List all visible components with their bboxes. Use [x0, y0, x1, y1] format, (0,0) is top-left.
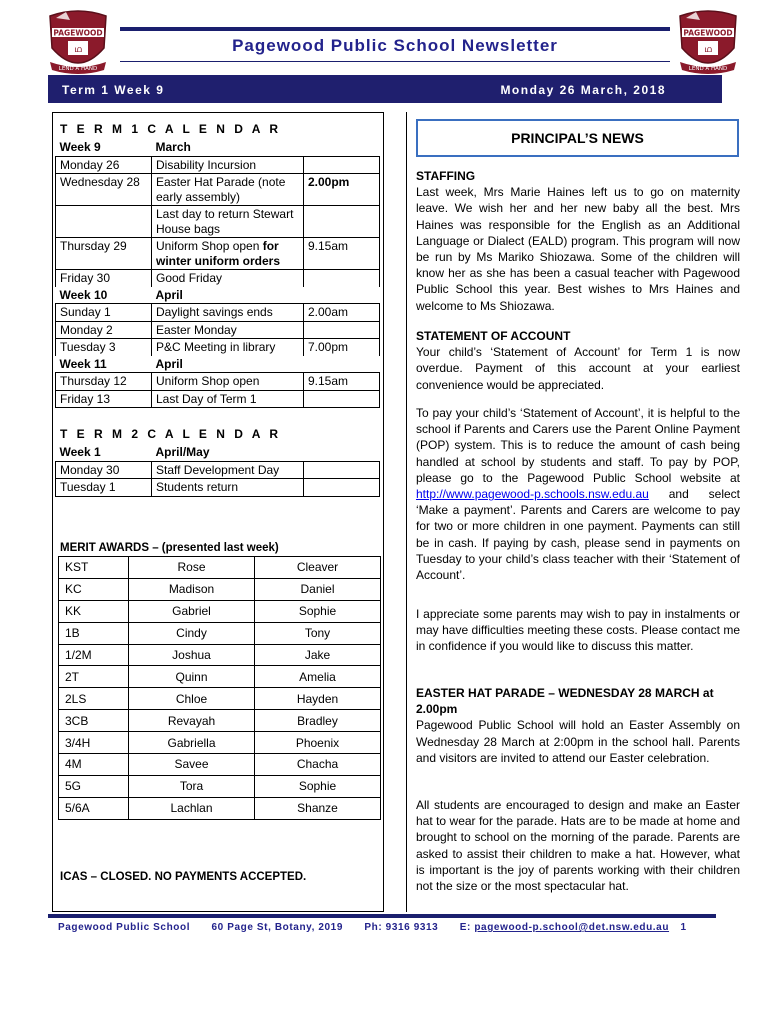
school-crest-logo-left [44, 8, 112, 76]
newsletter-title: Pagewood Public School Newsletter [232, 36, 558, 55]
calendar-cell: P&C Meeting in library [152, 339, 304, 356]
calendar-cell [304, 270, 380, 287]
calendar-cell: Uniform Shop open [152, 373, 304, 391]
easter-text-2: All students are encouraged to design and make an Easter hat to wear for the parade. Hats are to be made at home and brought to school on the morning of the parade. Parents are asked to assist their children to make a hat. However, what is important is the joy of parents working with their children not the size or the most spectacular hat. [416, 798, 740, 894]
merit-row [59, 688, 381, 710]
merit-cell: Chloe [129, 688, 255, 710]
calendar-cell [304, 390, 380, 408]
calendar-row [56, 206, 380, 238]
term-date-bar [48, 75, 722, 103]
calendar-row [56, 156, 380, 174]
calendar-cell: 7.00pm [304, 339, 380, 356]
calendar-cell [304, 321, 380, 339]
merit-cell: KC [59, 578, 129, 600]
easter-heading: EASTER HAT PARADE – WEDNESDAY 28 MARCH at 2.00pm [416, 686, 714, 717]
calendar-row [56, 304, 380, 322]
calendar-cell: 9.15am [304, 373, 380, 391]
footer [58, 922, 687, 933]
merit-cell: 3CB [59, 710, 129, 732]
page-number: 1 [680, 922, 687, 933]
calendar-cell: Students return [152, 479, 304, 497]
merit-cell: 2T [59, 666, 129, 688]
staffing-text: Last week, Mrs Marie Haines left us to go on maternity leave. We wish her and her new baby all the best. Mrs Haines was responsible for the English as an Additional Language or Dialect (EALD) program. This program will now be run by Ms Mariko Shiozawa. Some of the children will know her as she has been a casual teacher with Pagewood Public School this year. Best wishes to Mrs Haines and welcome to Ms Shiozawa. [416, 185, 740, 313]
calendar-cell [304, 287, 380, 304]
school-crest-logo-right [674, 8, 742, 76]
merit-cell: Madison [129, 578, 255, 600]
easter-article [416, 685, 740, 766]
calendar-cell-emphasis: for winter uniform orders [156, 239, 281, 268]
calendar-row [56, 479, 380, 497]
calendar-cell: Friday 13 [56, 390, 152, 408]
icas-notice: ICAS – CLOSED. NO PAYMENTS ACCEPTED. [60, 871, 307, 883]
account-article [416, 328, 740, 393]
merit-cell: KST [59, 557, 129, 579]
easter-text-1: Pagewood Public School will hold an Easter Assembly on Wednesday 28 March at 2:00pm in the school hall. Parents and visitors are invited to attend our Easter celebration. [416, 718, 740, 765]
calendar-cell: Thursday 29 [56, 238, 152, 270]
calendar-row [56, 461, 380, 479]
merit-cell: Hayden [255, 688, 381, 710]
merit-row [59, 797, 381, 819]
merit-cell: Cindy [129, 622, 255, 644]
svg-text:LEND A HAND: LEND A HAND [688, 66, 728, 72]
merit-cell: Rose [129, 557, 255, 579]
account-text-2b: and select ‘Make a payment’. Parents and Carers are welcome to pay for two or more children in one payment. Payments can still be in cash. If paying by cash, please send in payments on Tuesday to your child’s class teacher with their ‘Statement of Account’. [416, 487, 740, 583]
merit-cell: 3/4H [59, 732, 129, 754]
account-text-1: Your child’s ‘Statement of Account’ for Term 1 is now overdue. Payment of this account at your earliest convenience would be appreciated. [416, 345, 740, 392]
calendar-cell: March [155, 140, 191, 154]
merit-cell: Gabriel [129, 600, 255, 622]
calendar-cell: Monday 2 [56, 321, 152, 339]
calendar-cell: Tuesday 3 [56, 339, 152, 356]
calendar-row [56, 356, 380, 373]
merit-cell: 5/6A [59, 797, 129, 819]
merit-row [59, 775, 381, 797]
account-text-2a: To pay your child’s ‘Statement of Account’, it is helpful to the school if Parents and Carers use the Parent Online Payment (POP) system. This is to reduce the amount of cash being handled at school by students and staff. To pay by POP, please go to the Pagewood Public School website at [416, 406, 740, 485]
calendar-row [56, 339, 380, 356]
calendar-row [56, 174, 380, 206]
calendar-row [56, 287, 380, 304]
svg-text:PAGEWOOD: PAGEWOOD [53, 28, 103, 38]
calendar-cell: 2.00am [304, 304, 380, 322]
merit-cell: Shanze [255, 797, 381, 819]
footer-address: 60 Page St, Botany, 2019 [211, 922, 343, 933]
merit-cell: 4M [59, 754, 129, 776]
account-heading: STATEMENT OF ACCOUNT [416, 329, 571, 343]
calendar-cell: Good Friday [152, 270, 304, 287]
issue-date: Monday 26 March, 2018 [500, 83, 666, 97]
merit-cell: Gabriella [129, 732, 255, 754]
merit-cell: Chacha [255, 754, 381, 776]
svg-text:ഥ: ഥ [74, 45, 82, 55]
calendar-cell: 2.00pm [304, 174, 380, 206]
merit-cell: 2LS [59, 688, 129, 710]
merit-awards-table [58, 556, 381, 820]
merit-cell: 1B [59, 622, 129, 644]
term1-calendar-heading: T E R M 1 C A L E N D A R [60, 122, 282, 136]
merit-row [59, 622, 381, 644]
footer-school: Pagewood Public School [58, 922, 191, 933]
calendar-cell [304, 461, 380, 479]
calendar-cell: Easter Hat Parade (note early assembly) [152, 174, 304, 206]
calendar-cell: Monday 26 [56, 156, 152, 174]
footer-email-link[interactable]: pagewood-p.school@det.nsw.edu.au [474, 922, 670, 933]
calendar-cell: Week 11 [59, 356, 107, 371]
calendar-cell: Easter Monday [152, 321, 304, 339]
calendar-row [56, 373, 380, 391]
calendar-row [56, 390, 380, 408]
calendar-row [56, 321, 380, 339]
merit-row [59, 578, 381, 600]
merit-cell: Lachlan [129, 797, 255, 819]
calendar-cell: Last day to return Stewart House bags [152, 206, 304, 238]
calendar-row [56, 238, 380, 270]
merit-cell: Savee [129, 754, 255, 776]
svg-text:ഥ: ഥ [704, 45, 712, 55]
calendar-cell: Week 9 [59, 140, 101, 154]
calendar-cell [304, 206, 380, 238]
calendar-cell [304, 479, 380, 497]
title-rule-top [120, 27, 670, 31]
account-payment-article [416, 405, 740, 583]
calendar-cell: April [155, 287, 183, 302]
principals-news-heading: PRINCIPAL’S NEWS [416, 119, 739, 157]
calendar-cell: Friday 30 [56, 270, 152, 287]
merit-cell: Jake [255, 644, 381, 666]
calendar-cell [304, 156, 380, 174]
staffing-heading: STAFFING [416, 169, 476, 183]
title-rule-bottom [120, 61, 670, 62]
merit-row [59, 644, 381, 666]
calendar-cell [56, 206, 152, 238]
calendar-cell: Week 10 [59, 287, 108, 302]
svg-text:LEND A HAND: LEND A HAND [58, 66, 98, 72]
account-text-3: I appreciate some parents may wish to pay in instalments or may have difficulties meeting these costs. Please contact me in confidence if you would like to discuss this matter. [416, 607, 740, 654]
easter-hats-article [416, 797, 740, 894]
svg-text:PAGEWOOD: PAGEWOOD [683, 28, 733, 38]
merit-cell: KK [59, 600, 129, 622]
merit-row [59, 732, 381, 754]
footer-email-label: E: [459, 922, 475, 933]
calendar-cell: Tuesday 1 [56, 479, 152, 497]
merit-cell: Tora [129, 775, 255, 797]
school-website-link[interactable]: http://www.pagewood-p.schools.nsw.edu.au [416, 487, 649, 502]
calendar-cell: Sunday 1 [56, 304, 152, 322]
merit-row [59, 666, 381, 688]
calendar-cell: Disability Incursion [152, 156, 304, 174]
merit-cell: Revayah [129, 710, 255, 732]
merit-row [59, 557, 381, 579]
calendar-cell: Thursday 12 [56, 373, 152, 391]
merit-cell: Joshua [129, 644, 255, 666]
calendar-row [56, 444, 380, 461]
calendar-cell: Daylight savings ends [152, 304, 304, 322]
merit-cell: Sophie [255, 600, 381, 622]
footer-phone: Ph: 9316 9313 [364, 922, 439, 933]
merit-cell: 1/2M [59, 644, 129, 666]
calendar-cell [304, 444, 380, 461]
calendar-cell: 9.15am [304, 238, 380, 270]
merit-awards-title: MERIT AWARDS – (presented last week) [60, 542, 279, 554]
term-week-label: Term 1 Week 9 [62, 83, 165, 97]
merit-cell: Cleaver [255, 557, 381, 579]
account-instalments-article [416, 606, 740, 655]
merit-cell: Tony [255, 622, 381, 644]
calendar-row [56, 270, 380, 287]
calendar-cell: Monday 30 [56, 461, 152, 479]
calendar-cell: Uniform Shop open for winter uniform orders [152, 238, 304, 270]
merit-cell: Daniel [255, 578, 381, 600]
calendar-cell: Wednesday 28 [56, 174, 152, 206]
term1-calendar-table [55, 139, 380, 408]
calendar-cell [304, 139, 380, 156]
merit-cell: Phoenix [255, 732, 381, 754]
merit-cell: 5G [59, 775, 129, 797]
staffing-article [416, 168, 740, 314]
calendar-cell [304, 356, 380, 373]
merit-cell: Sophie [255, 775, 381, 797]
calendar-cell: Week 1 [59, 445, 101, 459]
calendar-cell: April/May [155, 445, 210, 459]
term2-calendar-table [55, 444, 380, 497]
calendar-cell: Staff Development Day [152, 461, 304, 479]
merit-row [59, 600, 381, 622]
merit-cell: Amelia [255, 666, 381, 688]
calendar-cell: April [155, 356, 183, 371]
merit-cell: Quinn [129, 666, 255, 688]
merit-row [59, 754, 381, 776]
term2-calendar-heading: T E R M 2 C A L E N D A R [60, 427, 282, 441]
merit-row [59, 710, 381, 732]
calendar-cell: Last Day of Term 1 [152, 390, 304, 408]
merit-cell: Bradley [255, 710, 381, 732]
calendar-row [56, 139, 380, 156]
footer-rule [48, 914, 716, 918]
